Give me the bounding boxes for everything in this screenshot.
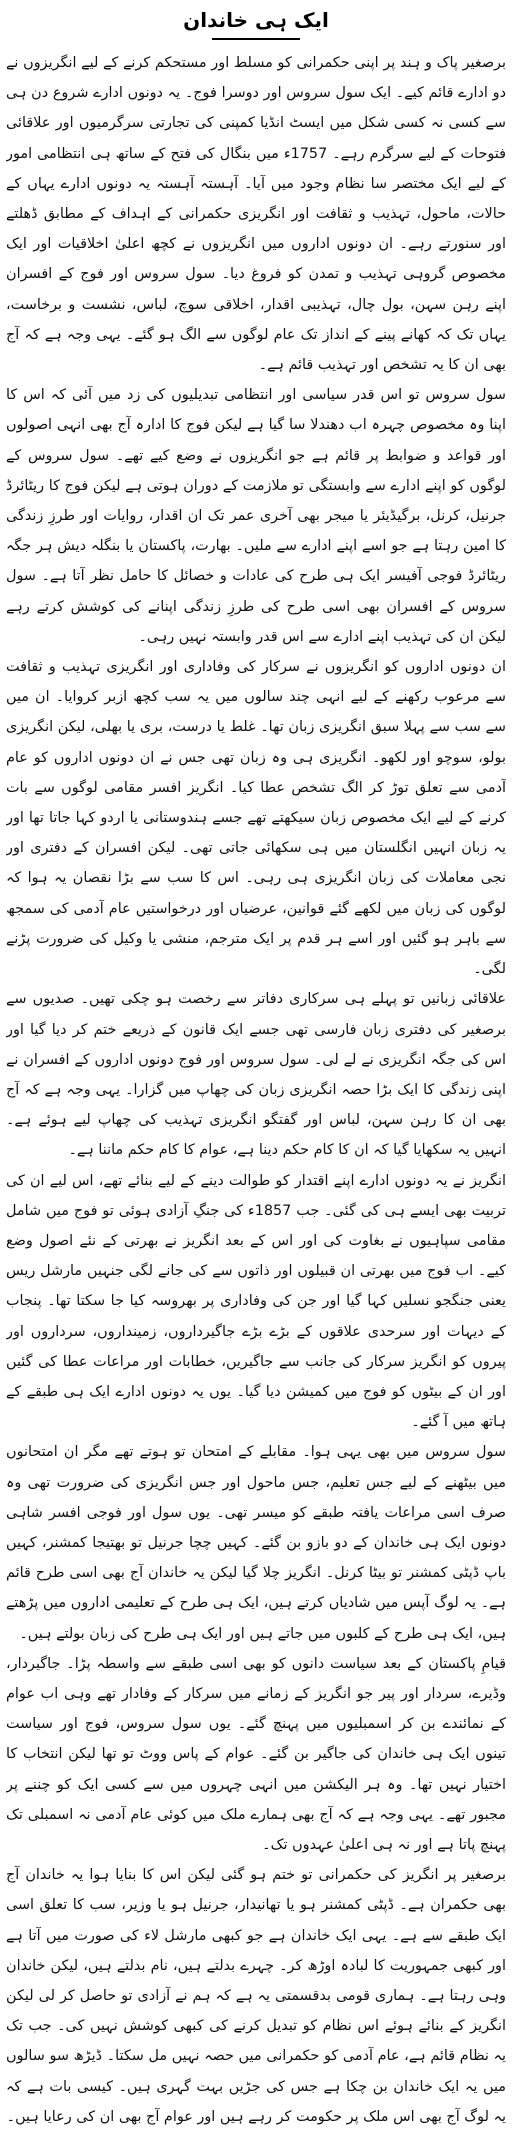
article-paragraph: علاقائی زبانیں تو پہلے ہی سرکاری دفاتر سے رخصت ہو چکی تھیں۔ صدیوں سے برصغیر کی دفتری زبان فارسی تھی جسے ایک قانون کے ذریعے ختم کر دیا گیا اور اس کی جگہ انگریزی نے لے لی۔ سول سروس اور فوج دونوں اداروں کے افسران نے اپنی زندگی کا ایک بڑا حصہ انگریزی زبان کی چھاپ میں گزارا۔ یہی وجہ ہے کہ آج بھی ان کا رہن سہن، لباس اور گفتگو انگریزی تہذیب کی چھاپ لیے ہوئے ہے۔ انہیں یہ سکھایا گیا کہ ان کا کام حکم دینا ہے، عوام کا کام حکم ماننا ہے۔ xyxy=(6,991,506,1159)
article-paragraph: سول سروس میں بھی یہی ہوا۔ مقابلے کے امتحان تو ہوتے تھے مگر ان امتحانوں میں بیٹھنے کے لیے جس تعلیم، جس ماحول اور جس انگریزی کی ضرورت تھی وہ صرف اسی مراعات یافتہ طبقے کو میسر تھی۔ یوں سول اور فوجی افسر شاہی دونوں ایک ہی خاندان کے دو بازو بن گئے۔ کہیں چچا جرنیل تو بھتیجا کمشنر، کہیں باپ ڈپٹی کمشنر تو بیٹا کرنل۔ انگریز چلا گیا لیکن یہ خاندان آج بھی اسی طرح قائم ہے۔ یہ لوگ آپس میں شادیاں کرتے ہیں، ایک ہی طرح کے تعلیمی اداروں میں پڑھتے ہیں، ایک ہی طرح کے کلبوں میں جاتے ہیں اور ایک ہی طرح کی زبان بولتے ہیں۔ xyxy=(6,1444,506,1642)
article-body xyxy=(6,48,506,2128)
article-paragraph: برصغیر پاک و ہند پر اپنی حکمرانی کو مسلط اور مستحکم کرنے کے لیے انگریزوں نے دو ادارے قائم کیے۔ ایک سول سروس اور دوسرا فوج۔ یہ دونوں ادارے شروع دن ہی سے کسی نہ کسی شکل میں ایسٹ انڈیا کمپنی کی تجارتی سرگرمیوں اور علاقائی فتوحات کے لیے سرگرم رہے۔ 1757ء میں بنگال کی فتح کے ساتھ ہی انتظامی امور کے لیے ایک مختصر سا نظام وجود میں آیا۔ آہستہ آہستہ یہ دونوں ادارے یہاں کے حالات، ماحول، تہذیب و ثقافت اور انگریزی حکمرانی کے اہداف کے مطابق ڈھلتے اور سنورتے رہے۔ ان دونوں اداروں میں انگریزوں نے کچھ اعلیٰ اخلاقیات اور ایک مخصوص گروہی تہذیب و تمدن کو فروغ دیا۔ سول سروس اور فوج کے افسران اپنے رہن سہن، بول چال، تہذیبی اقدار، اخلاقی سوچ، لباس، نشست و برخاست، یہاں تک کہ کھانے پینے کے انداز تک عام لوگوں سے الگ ہو گئے۔ یہی وجہ ہے کہ آج بھی ان کا یہ تشخص اور تہذیب قائم ہے۔ xyxy=(6,55,506,374)
article-title: ایک ہی خاندان xyxy=(183,8,329,32)
article-paragraph: سول سروس تو اس قدر سیاسی اور انتظامی تبدیلیوں کی زد میں آئی کہ اس کا اپنا وہ مخصوص چہرہ اب دھندلا سا گیا ہے لیکن فوج کا ادارہ آج بھی انہی اصولوں اور قواعد و ضوابط پر قائم ہے جو انگریزوں نے وضع کیے تھے۔ سول سروس کے لوگوں کو اپنے ادارے سے وابستگی تو ملازمت کے دوران ہوتی ہے لیکن فوج کا ریٹائرڈ جرنیل، کرنل، برگیڈیئر یا میجر بھی آخری عمر تک ان اقدار، روایات اور طرزِ زندگی کا امین رہتا ہے جو اسے اپنے ادارے سے ملیں۔ بھارت، پاکستان یا بنگلہ دیش ہر جگہ ریٹائرڈ فوجی آفیسر ایک ہی طرح کی عادات و خصائل کا حامل نظر آتا ہے۔ سول سروس کے افسران بھی اسی طرح کی طرزِ زندگی اپنانے کی کوشش کرتے رہے لیکن ان کی تہذیب اپنے ادارے سے اس قدر وابستہ نہیں رہی۔ xyxy=(6,387,506,645)
article-paragraph: ان دونوں اداروں کو انگریزوں نے سرکار کی وفاداری اور انگریزی تہذیب و ثقافت سے مرعوب رکھنے کے لیے انہی چند سالوں میں یہ سب کچھ ازبر کروایا۔ ان میں سے سب سے پہلا سبق انگریزی زبان تھا۔ غلط یا درست، بری یا بھلی، لیکن انگریزی بولو، سوچو اور لکھو۔ انگریزی ہی وہ زبان تھی جس نے ان دونوں اداروں کو عام آدمی سے تعلق توڑ کر الگ تشخص عطا کیا۔ انگریز افسر مقامی لوگوں سے بات کرنے کے لیے ایک مخصوص زبان سیکھتے تھے جسے ہندوستانی یا اردو کہا جاتا تھا اور یہ زبان انہیں انگلستان میں ہی سکھائی جاتی تھی۔ لیکن افسران کے دفتری اور نجی معاملات کی زبان انگریزی ہی رہی۔ اس کا سب سے بڑا نقصان یہ ہوا کہ لوگوں کی زبان میں لکھے گئے قوانین، عرضیاں اور درخواستیں عام آدمی کی سمجھ سے باہر ہو گئیں اور اسے ہر قدم پر ایک مترجم، منشی یا وکیل کی ضرورت پڑنے لگی۔ xyxy=(6,659,506,978)
article-paragraph: انگریز نے یہ دونوں ادارے اپنے اقتدار کو طوالت دینے کے لیے بنائے تھے، اس لیے ان کی تربیت بھی ایسے ہی کی گئی۔ جب 1857ء کی جنگِ آزادی ہوئی تو فوج میں شامل مقامی سپاہیوں نے بغاوت کی اور اس کے بعد انگریز نے بھرتی کے نئے اصول وضع کیے۔ اب فوج میں بھرتی ان قبیلوں اور ذاتوں سے کی جانے لگی جنہیں مارشل ریس یعنی جنگجو نسلیں کہا گیا اور جن کی وفاداری پر بھروسہ کیا جا سکتا تھا۔ پنجاب کے دیہات اور سرحدی علاقوں کے بڑے بڑے جاگیرداروں، زمینداروں، سرداروں اور پیروں کو انگریز سرکار کی جانب سے جاگیریں، خطابات اور مراعات عطا کی گئیں اور ان کے بیٹوں کو فوج میں کمیشن دیا گیا۔ یوں یہ دونوں ادارے ایک ہی طبقے کے ہاتھ میں آ گئے۔ xyxy=(6,1172,506,1431)
article-paragraph: قیامِ پاکستان کے بعد سیاست دانوں کو بھی اسی طبقے سے واسطہ پڑا۔ جاگیردار، وڈیرے، سردار اور پیر جو انگریز کے زمانے میں سرکار کے وفادار تھے وہی اب عوام کے نمائندے بن کر اسمبلیوں میں پہنچ گئے۔ یوں سول سروس، فوج اور سیاست تینوں ایک ہی خاندان کی جاگیر بن گئے۔ عوام کے پاس ووٹ تو تھا لیکن انتخاب کا اختیار نہیں تھا۔ وہ ہر الیکشن میں انہی چہروں میں سے کسی ایک کو چننے پر مجبور تھے۔ یہی وجہ ہے کہ آج بھی ہمارے ملک میں کوئی عام آدمی نہ اسمبلی تک پہنچ پاتا ہے اور نہ ہی اعلیٰ عہدوں تک۔ xyxy=(6,1655,506,1853)
article-paragraph: برصغیر پر انگریز کی حکمرانی تو ختم ہو گئی لیکن اس کا بنایا ہوا یہ خاندان آج بھی حکمران ہے۔ ڈپٹی کمشنر ہو یا تھانیدار، جرنیل ہو یا وزیر، سب کا تعلق اسی ایک طبقے سے ہے۔ یہی ایک خاندان ہے جو کبھی مارشل لاء کی صورت میں آتا ہے اور کبھی جمہوریت کا لبادہ اوڑھ کر۔ چہرے بدلتے ہیں، نام بدلتے ہیں، لیکن خاندان وہی رہتا ہے۔ ہماری قومی بدقسمتی یہ ہے کہ ہم نے آزادی تو حاصل کر لی لیکن انگریز کے بنائے ہوئے اس نظام کو تبدیل کرنے کی کبھی کوشش نہیں کی۔ جب تک یہ نظام قائم ہے، عام آدمی کو حکمرانی میں حصہ نہیں مل سکتا۔ ڈیڑھ سو سالوں میں یہ ایک خاندان بن چکا ہے جس کی جڑیں بہت گہری ہیں۔ کیسی بات ہے کہ یہ لوگ آج بھی اس ملک پر حکومت کر رہے ہیں اور عوام آج بھی ان کی رعایا ہیں۔ xyxy=(6,1867,506,2125)
title-underline xyxy=(212,38,300,40)
